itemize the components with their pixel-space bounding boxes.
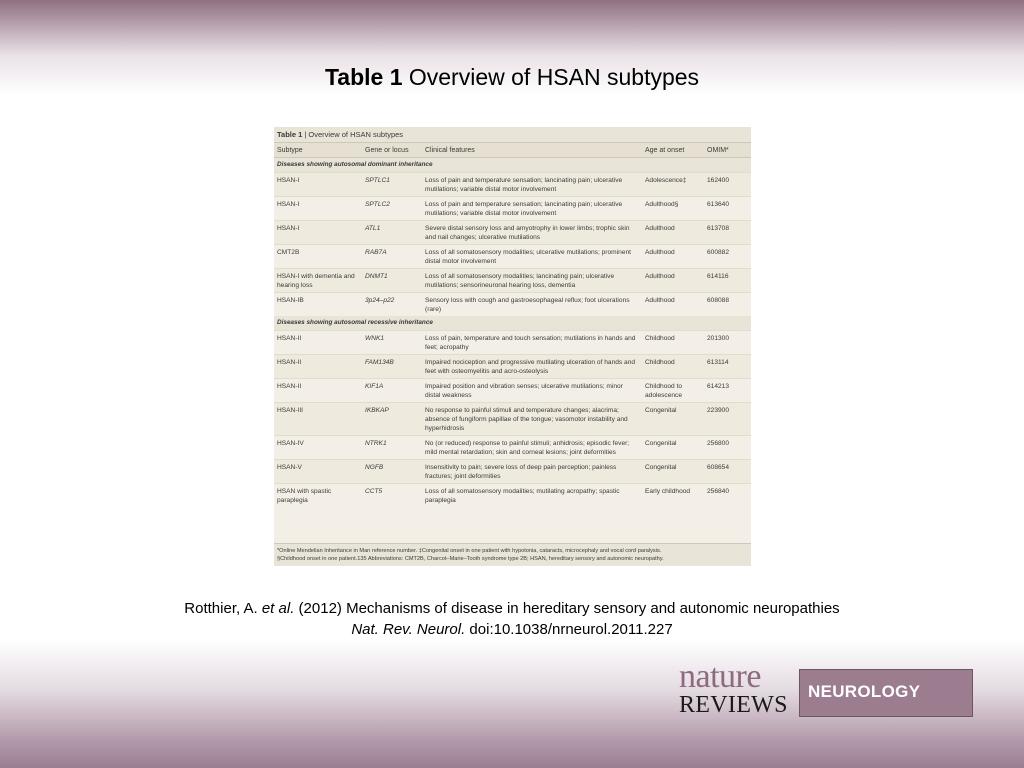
- cell-subtype: HSAN-IB: [274, 293, 362, 317]
- section-label: Diseases showing autosomal dominant inheritance: [274, 158, 751, 173]
- citation: [0, 598, 1024, 640]
- column-header-features: Clinical features: [422, 143, 642, 158]
- cell-features: No response to painful stimuli and temperature changes; alacrima; absence of fungiform papillae of the tongue; vasomotor instability and hyperhidrosis: [422, 403, 642, 436]
- cell-features: No (or reduced) response to painful stimuli; anhidrosis; episodic fever; mild mental retardation; skin and corneal lesions; joint deformities: [422, 436, 642, 460]
- cell-omim: 223900: [704, 403, 751, 436]
- cell-omim: 201300: [704, 331, 751, 355]
- table-section-row: [274, 158, 751, 173]
- cell-age: Adolescence‡: [642, 173, 704, 197]
- cell-subtype: HSAN with spastic paraplegia: [274, 484, 362, 508]
- table-caption: [274, 127, 751, 143]
- table-row: [274, 460, 751, 484]
- citation-line-1: [0, 598, 1024, 619]
- cell-gene: WNK1: [362, 331, 422, 355]
- column-header-gene: Gene or locus: [362, 143, 422, 158]
- cell-subtype: HSAN-I with dementia and hearing loss: [274, 269, 362, 293]
- table-footnote: [274, 543, 751, 566]
- cell-features: Insensitivity to pain; severe loss of deep pain perception; painless fractures; joint deformities: [422, 460, 642, 484]
- table-row: [274, 293, 751, 317]
- citation-doi: doi:10.1038/nrneurol.2011.227: [465, 621, 673, 638]
- cell-subtype: HSAN-I: [274, 173, 362, 197]
- logo-reviews-text: REVIEWS: [679, 692, 788, 718]
- hsan-table: [274, 143, 751, 507]
- cell-age: Childhood: [642, 331, 704, 355]
- table-figure: [274, 127, 751, 566]
- table-row: [274, 269, 751, 293]
- cell-gene: SPTLC1: [362, 173, 422, 197]
- cell-omim: 614213: [704, 379, 751, 403]
- cell-subtype: CMT2B: [274, 245, 362, 269]
- column-header-age: Age at onset: [642, 143, 704, 158]
- cell-omim: 162400: [704, 173, 751, 197]
- slide-title: [0, 64, 1024, 91]
- table-row: [274, 331, 751, 355]
- cell-subtype: HSAN-I: [274, 221, 362, 245]
- cell-age: Childhood to adolescence: [642, 379, 704, 403]
- table-row: [274, 355, 751, 379]
- table-row: [274, 484, 751, 508]
- table-caption-bold: Table 1: [277, 130, 303, 139]
- cell-age: Childhood: [642, 355, 704, 379]
- logo-journal-text: NEUROLOGY: [808, 682, 921, 701]
- cell-features: Loss of all somatosensory modalities; ulcerative mutilations; prominent distal motor involvement: [422, 245, 642, 269]
- table-row: [274, 379, 751, 403]
- cell-features: Loss of pain, temperature and touch sensation; mutilations in hands and feet; acropathy: [422, 331, 642, 355]
- cell-subtype: HSAN-II: [274, 355, 362, 379]
- column-header-omim: OMIM*: [704, 143, 751, 158]
- cell-omim: 613640: [704, 197, 751, 221]
- table-row: [274, 221, 751, 245]
- cell-age: Congenital: [642, 403, 704, 436]
- cell-features: Impaired position and vibration senses; ulcerative mutilations; minor distal weakness: [422, 379, 642, 403]
- logo-journal-box: [799, 669, 973, 717]
- cell-gene: 3p24–p22: [362, 293, 422, 317]
- section-label: Diseases showing autosomal recessive inheritance: [274, 316, 751, 331]
- cell-omim: 613708: [704, 221, 751, 245]
- cell-age: Adulthood: [642, 269, 704, 293]
- cell-gene: NTRK1: [362, 436, 422, 460]
- cell-features: Loss of pain and temperature sensation; lancinating pain; ulcerative mutilations; variable distal motor involvement: [422, 197, 642, 221]
- slide-title-text: Overview of HSAN subtypes: [402, 64, 700, 90]
- citation-journal: Nat. Rev. Neurol.: [351, 621, 466, 638]
- cell-omim: 614116: [704, 269, 751, 293]
- cell-age: Adulthood: [642, 245, 704, 269]
- cell-omim: 256840: [704, 484, 751, 508]
- cell-gene: IKBKAP: [362, 403, 422, 436]
- cell-subtype: HSAN-II: [274, 379, 362, 403]
- nature-reviews-neurology-logo: [679, 658, 973, 718]
- cell-omim: 256800: [704, 436, 751, 460]
- cell-gene: RAB7A: [362, 245, 422, 269]
- citation-line-2: [0, 619, 1024, 640]
- table-header-row: [274, 143, 751, 158]
- cell-omim: 608088: [704, 293, 751, 317]
- cell-features: Loss of all somatosensory modalities; lancinating pain; ulcerative mutilations; sensorineuronal hearing loss, dementia: [422, 269, 642, 293]
- column-header-subtype: Subtype: [274, 143, 362, 158]
- cell-age: Congenital: [642, 436, 704, 460]
- cell-age: Adulthood: [642, 221, 704, 245]
- cell-gene: SPTLC2: [362, 197, 422, 221]
- cell-features: Loss of pain and temperature sensation; lancinating pain; ulcerative mutilations; variable distal motor involvement: [422, 173, 642, 197]
- cell-subtype: HSAN-III: [274, 403, 362, 436]
- cell-features: Sensory loss with cough and gastroesophageal reflux; foot ulcerations (rare): [422, 293, 642, 317]
- slide-title-bold: Table 1: [324, 64, 403, 90]
- table-row: [274, 403, 751, 436]
- citation-authors: Rotthier, A.: [184, 600, 262, 617]
- logo-nature-text: nature: [679, 658, 761, 695]
- cell-subtype: HSAN-V: [274, 460, 362, 484]
- footnote-line-1: *Online Mendelian Inheritance in Man reference number. ‡Congenital onset in one patient with hypotonia, cataracts, microcephaly and vocal cord paralysis.: [277, 548, 662, 554]
- table-caption-text: | Overview of HSAN subtypes: [302, 130, 404, 139]
- cell-gene: ATL1: [362, 221, 422, 245]
- table-section-row: [274, 316, 751, 331]
- cell-age: Adulthood: [642, 293, 704, 317]
- citation-etal: et al.: [261, 600, 295, 617]
- cell-gene: FAM134B: [362, 355, 422, 379]
- cell-features: Severe distal sensory loss and amyotrophy in lower limbs; trophic skin and nail changes; ulcerative mutilations: [422, 221, 642, 245]
- cell-omim: 613114: [704, 355, 751, 379]
- cell-features: Loss of all somatosensory modalities; mutilating acropathy; spastic paraplegia: [422, 484, 642, 508]
- cell-gene: DNMT1: [362, 269, 422, 293]
- table-row: [274, 436, 751, 460]
- cell-age: Adulthood§: [642, 197, 704, 221]
- cell-age: Congenital: [642, 460, 704, 484]
- cell-gene: KIF1A: [362, 379, 422, 403]
- cell-subtype: HSAN-II: [274, 331, 362, 355]
- cell-omim: 600882: [704, 245, 751, 269]
- table-row: [274, 173, 751, 197]
- footnote-line-2: §Childhood onset in one patient.135 Abbreviations: CMT2B, Charcot–Marie–Tooth syndrome type 2B; HSAN, hereditary sensory and autonomic neuropathy.: [277, 556, 664, 562]
- cell-gene: CCT5: [362, 484, 422, 508]
- cell-subtype: HSAN-I: [274, 197, 362, 221]
- cell-gene: NGFB: [362, 460, 422, 484]
- cell-subtype: HSAN-IV: [274, 436, 362, 460]
- table-row: [274, 197, 751, 221]
- cell-age: Early childhood: [642, 484, 704, 508]
- table-row: [274, 245, 751, 269]
- cell-features: Impaired nociception and progressive mutilating ulceration of hands and feet with osteomyelitis and acro-osteolysis: [422, 355, 642, 379]
- cell-omim: 608654: [704, 460, 751, 484]
- citation-title: (2012) Mechanisms of disease in hereditary sensory and autonomic neuropathies: [294, 600, 840, 617]
